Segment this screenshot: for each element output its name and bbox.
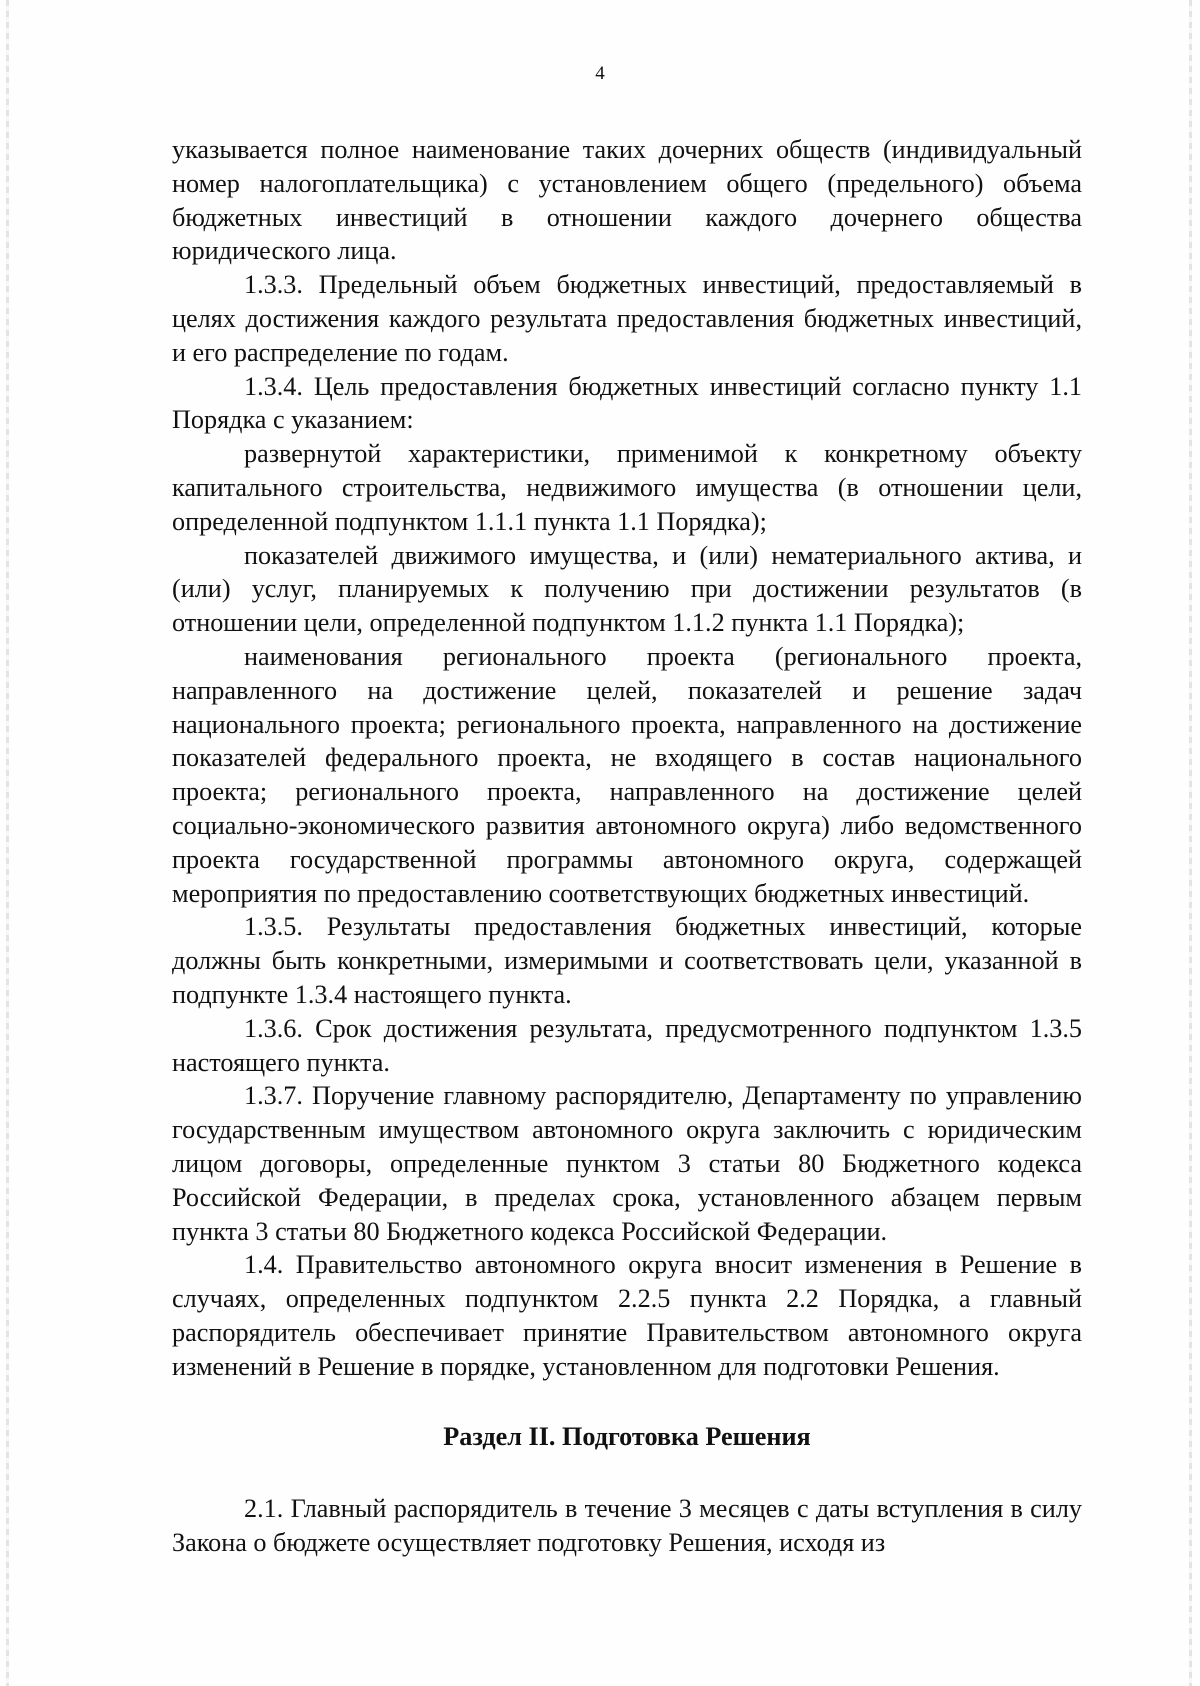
paragraph-continuation: указывается полное наименование таких дочерних обществ (индивидуальный номер налогоплательщика) с установлением общего (предельного) объема бюджетных инвестиций в отношении каждого дочернего общества юридического лица. (172, 135, 1082, 266)
paragraph-project-names: наименования регионального проекта (регионального проекта, направленного на достижение целей, показателей и решение задач национального проекта; регионального проекта, направленного на достижение показателей федерального проекта, не входящего в состав национального проекта; регионального проекта, направленного на достижение целей социально-экономического развития автономного округа) либо ведомственного проекта государственной программы автономного округа, содержащей мероприятия по предоставлению соответствующих бюджетных инвестиций. (172, 641, 1082, 908)
paragraph-1-3-5: 1.3.5. Результаты предоставления бюджетных инвестиций, которые должны быть конкретными, измеримыми и соответствовать цели, указанной в подпункте 1.3.4 настоящего пункта. (172, 912, 1082, 1009)
paragraph-characteristics: развернутой характеристики, применимой к конкретному объекту капитального строительства, недвижимого имущества (в отношении цели, определенной подпунктом 1.1.1 пункта 1.1 Порядка); (172, 439, 1082, 536)
section-heading: Раздел II. Подготовка Решения (443, 1422, 811, 1452)
paragraph-1-3-7: 1.3.7. Поручение главному распорядителю, Департаменту по управлению государственным имуществом автономного округа заключить с юридическим лицом договоры, определенные пунктом 3 статьи 80 Бюджетного кодекса Российской Федерации, в пределах срока, установленного абзацем первым пункта 3 статьи 80 Бюджетного кодекса Российской Федерации. (172, 1081, 1082, 1246)
scan-edge-right (1189, 0, 1192, 1686)
paragraph-1-3-6: 1.3.6. Срок достижения результата, предусмотренного подпунктом 1.3.5 настоящего пункта. (172, 1013, 1082, 1077)
paragraph-1-3-3: 1.3.3. Предельный объем бюджетных инвестиций, предоставляемый в целях достижения каждого результата предоставления бюджетных инвестиций, и его распределение по годам. (172, 270, 1082, 367)
document-body (172, 133, 1082, 1560)
paragraph-1-4: 1.4. Правительство автономного округа вносит изменения в Решение в случаях, определенных подпунктом 2.2.5 пункта 2.2 Порядка, а главный распорядитель обеспечивает принятие Правительством автономного округа изменений в Решение в порядке, установленном для подготовки Решения. (172, 1250, 1082, 1381)
paragraph-1-3-4: 1.3.4. Цель предоставления бюджетных инвестиций согласно пункту 1.1 Порядка с указанием: (172, 371, 1082, 435)
paragraph-indicators: показателей движимого имущества, и (или) нематериального актива, и (или) услуг, планируемых к получению при достижении результатов (в отношении цели, определенной подпунктом 1.1.2 пункта 1.1 Порядка); (172, 540, 1082, 638)
paragraph-2-1: 2.1. Главный распорядитель в течение 3 месяцев с даты вступления в силу Закона о бюджете осуществляет подготовку Решения, исходя из (172, 1494, 1082, 1558)
page-number: 4 (595, 63, 605, 84)
scan-edge-left (6, 0, 9, 1686)
